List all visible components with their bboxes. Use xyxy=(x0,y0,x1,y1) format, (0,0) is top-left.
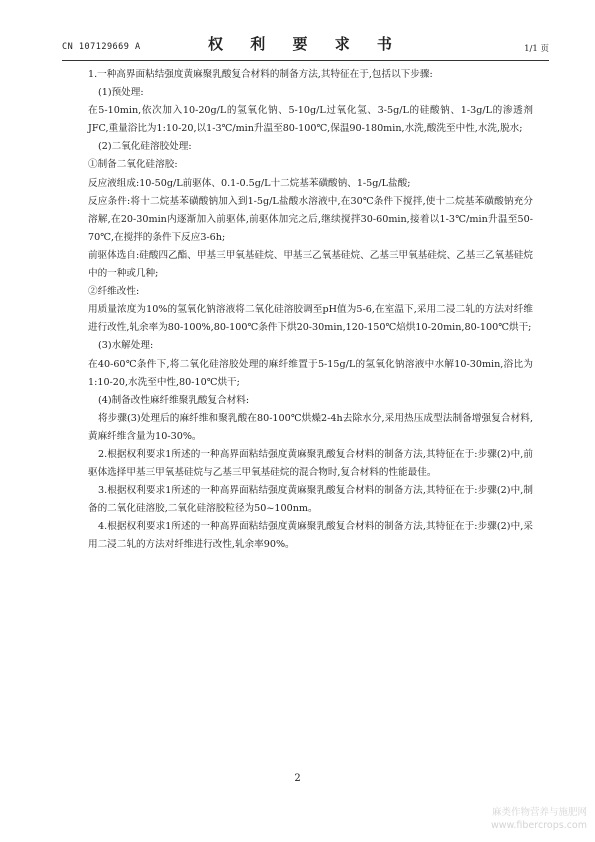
precursor-selection: 前驱体选自:硅酸四乙酯、甲基三甲氧基硅烷、甲基三乙氧基硅烷、乙基三甲氧基硅烷、乙基三乙氧基硅烷中的一种或几种; xyxy=(88,249,533,280)
step-4-heading: (4)制备改性麻纤维聚乳酸复合材料: xyxy=(98,394,250,406)
claim-2: 2.根据权利要求1所述的一种高界面粘结强度黄麻聚乳酸复合材料的制备方法,其特征在于:步骤(2)中,前驱体选择甲基三甲氧基硅烷与乙基三甲氧基硅烷的混合物时,复合材料的性能最佳。 xyxy=(88,448,533,479)
page-number: 2 xyxy=(294,773,301,784)
document-title: 权 利 要 求 书 xyxy=(208,35,403,53)
step-3-heading: (3)水解处理: xyxy=(98,340,154,352)
watermark-site-name: 麻类作物营养与施肥网 xyxy=(491,807,587,818)
substep-fiber-modification-heading: ②纤维改性: xyxy=(88,286,140,298)
step-1-text: 在5-10min,依次加入10-20g/L的氢氧化钠、5-10g/L过氧化氢、3-5g/L的硅酸钠、1-3g/L的渗透剂JFC,重量浴比为1:10-20,以1-3℃/min升温至80-100℃,保温90-180min,水洗,酸洗至中性,水洗,脱水; xyxy=(88,105,533,135)
reaction-composition: 反应液组成:10-50g/L前驱体、0.1-0.5g/L十二烷基苯磺酸钠、1-5g/L盐酸; xyxy=(88,177,411,189)
claim-1-heading: 1.一种高界面粘结强度黄麻聚乳酸复合材料的制备方法,其特征在于,包括以下步骤: xyxy=(88,69,433,80)
reaction-conditions: 反应条件:将十二烷基苯磺酸钠加入到1-5g/L盐酸水溶液中,在30℃条件下搅拌,使十二烷基苯磺酸钠充分溶解,在20-30min内逐渐加入前驱体,前驱体加完之后,继续搅拌30-60min,接着以1-3℃/min升温至50-70℃,在搅拌的条件下反应3-6h; xyxy=(88,195,533,243)
watermark-url: www.fibercrops.com xyxy=(490,820,587,831)
claim-3: 3.根据权利要求1所述的一种高界面粘结强度黄麻聚乳酸复合材料的制备方法,其特征在于:步骤(2)中,制备的二氧化硅溶胶,二氧化硅溶胶粒径为50~100nm。 xyxy=(88,485,533,515)
substep-sol-prep-heading: ①制备二氧化硅溶胶: xyxy=(88,159,178,171)
step-1-heading: (1)预处理: xyxy=(98,87,144,99)
step-3-text: 在40-60℃条件下,将二氧化硅溶胶处理的麻纤维置于5-15g/L的氢氧化钠溶液中水解10-30min,浴比为1:10-20,水洗至中性,80-10℃烘干; xyxy=(88,358,533,388)
step-4-text: 将步骤(3)处理后的麻纤维和聚乳酸在80-100℃烘燥2-4h去除水分,采用热压成型法制备增强复合材料,黄麻纤维含量为10-30%。 xyxy=(88,412,533,442)
watermark xyxy=(491,806,587,832)
claim-4: 4.根据权利要求1所述的一种高界面粘结强度黄麻聚乳酸复合材料的制备方法,其特征在于:步骤(2)中,采用二浸二轧的方法对纤维进行改性,轧余率90%。 xyxy=(88,521,533,551)
publication-number: CN 107129669 A xyxy=(62,42,141,52)
claims-body xyxy=(88,66,533,555)
page-header xyxy=(62,30,549,61)
fiber-modification-text: 用质量浓度为10%的氢氧化钠溶液将二氧化硅溶胶调至pH值为5-6,在室温下,采用二浸二轧的方法对纤维进行改性,轧余率为80-100%,80-100℃条件下烘20-30min,120-150℃焙烘10-20min,80-100℃烘干; xyxy=(88,304,533,334)
step-2-heading: (2)二氧化硅溶胶处理: xyxy=(98,141,192,153)
page-count: 1/1 页 xyxy=(524,44,549,54)
